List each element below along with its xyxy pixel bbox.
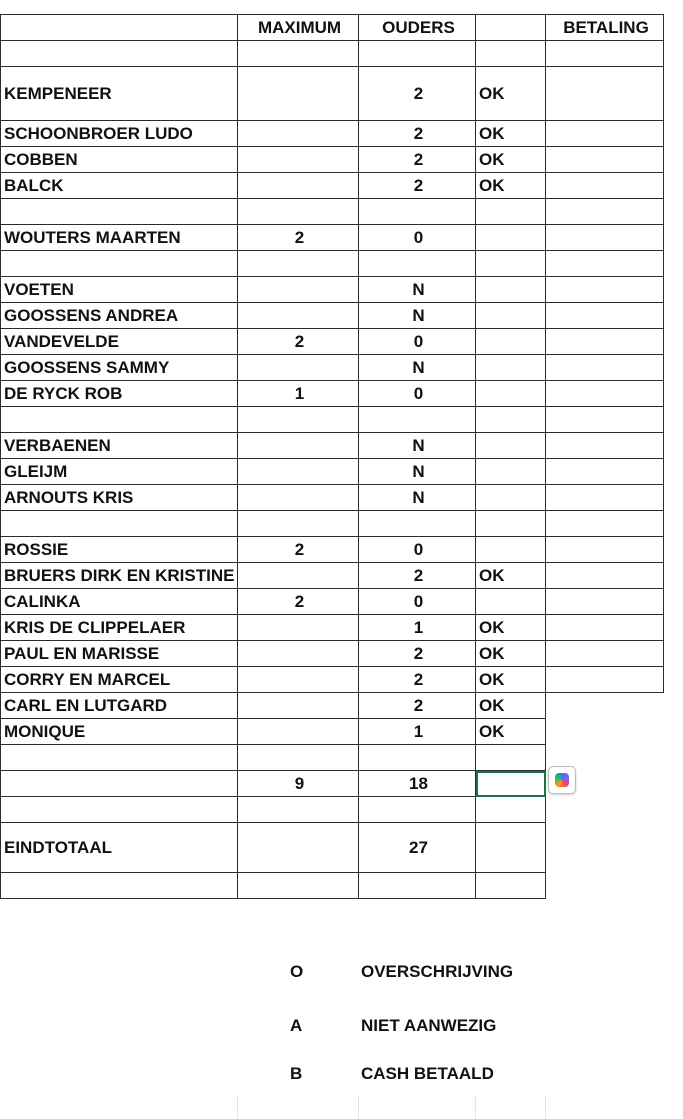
ouders-cell[interactable]: 2: [359, 147, 476, 173]
status-cell[interactable]: OK: [476, 641, 546, 667]
name-cell[interactable]: VOETEN: [1, 277, 238, 303]
status-cell[interactable]: OK: [476, 121, 546, 147]
empty-cell[interactable]: [546, 41, 664, 67]
empty-cell[interactable]: [476, 407, 546, 433]
ouders-cell[interactable]: 0: [359, 537, 476, 563]
name-cell[interactable]: ROSSIE: [1, 537, 238, 563]
status-cell[interactable]: [476, 433, 546, 459]
ouders-cell[interactable]: 2: [359, 641, 476, 667]
table-row: [1, 459, 664, 485]
status-cell[interactable]: [476, 329, 546, 355]
maximum-cell[interactable]: [238, 563, 359, 589]
empty-cell[interactable]: [238, 407, 359, 433]
status-cell[interactable]: OK: [476, 615, 546, 641]
betaling-cell[interactable]: [546, 303, 664, 329]
total-ouders-cell[interactable]: 18: [359, 771, 476, 797]
table-row: [1, 303, 664, 329]
blank-row: [1, 407, 664, 433]
betaling-cell[interactable]: [546, 563, 664, 589]
maximum-cell[interactable]: [238, 667, 359, 693]
status-cell[interactable]: OK: [476, 719, 546, 745]
empty-cell[interactable]: [238, 251, 359, 277]
betaling-cell[interactable]: [546, 173, 664, 199]
empty-cell[interactable]: [1, 199, 238, 225]
blank-row: [1, 873, 664, 899]
header-status[interactable]: [476, 15, 546, 41]
betaling-cell[interactable]: [546, 147, 664, 173]
ouders-cell[interactable]: N: [359, 303, 476, 329]
name-cell[interactable]: SCHOONBROER LUDO: [1, 121, 238, 147]
maximum-cell[interactable]: [238, 173, 359, 199]
empty-cell[interactable]: [1, 873, 238, 899]
table-row: [1, 719, 664, 745]
empty-cell[interactable]: [1, 407, 238, 433]
status-cell[interactable]: OK: [476, 563, 546, 589]
betaling-cell[interactable]: [546, 433, 664, 459]
betaling-cell[interactable]: [546, 277, 664, 303]
ouders-cell[interactable]: 2: [359, 667, 476, 693]
ouders-cell[interactable]: 0: [359, 589, 476, 615]
empty-cell[interactable]: [238, 199, 359, 225]
name-cell[interactable]: DE RYCK ROB: [1, 381, 238, 407]
name-cell[interactable]: CORRY EN MARCEL: [1, 667, 238, 693]
header-name[interactable]: [1, 15, 238, 41]
maximum-cell[interactable]: 2: [238, 329, 359, 355]
empty-cell[interactable]: [238, 41, 359, 67]
legend-text: NIET AANWEZIG: [361, 1016, 497, 1035]
status-cell[interactable]: [476, 277, 546, 303]
table-row: [1, 67, 664, 121]
empty-cell[interactable]: [546, 873, 664, 899]
betaling-cell[interactable]: [546, 719, 664, 745]
ouders-cell[interactable]: 0: [359, 225, 476, 251]
ouders-cell[interactable]: 2: [359, 67, 476, 121]
blank-row: [1, 797, 664, 823]
table-row: [1, 355, 664, 381]
selected-cell[interactable]: [476, 771, 546, 797]
ouders-cell[interactable]: N: [359, 355, 476, 381]
status-cell[interactable]: [476, 589, 546, 615]
status-cell[interactable]: [476, 225, 546, 251]
empty-cell[interactable]: [1, 251, 238, 277]
empty-cell[interactable]: [1, 771, 238, 797]
table-row: [1, 329, 664, 355]
name-cell[interactable]: ARNOUTS KRIS: [1, 485, 238, 511]
maximum-cell[interactable]: [238, 433, 359, 459]
betaling-cell[interactable]: [546, 485, 664, 511]
maximum-cell[interactable]: [238, 485, 359, 511]
maximum-cell[interactable]: 1: [238, 381, 359, 407]
status-cell[interactable]: [476, 355, 546, 381]
empty-cell[interactable]: [476, 873, 546, 899]
status-cell[interactable]: [476, 537, 546, 563]
legend-code: A: [290, 1016, 303, 1035]
grand-total-label[interactable]: EINDTOTAAL: [1, 823, 238, 873]
table-row: [1, 121, 664, 147]
status-cell[interactable]: [476, 381, 546, 407]
empty-cell[interactable]: [359, 511, 476, 537]
betaling-cell[interactable]: [546, 67, 664, 121]
betaling-cell[interactable]: [546, 667, 664, 693]
empty-cell[interactable]: [546, 511, 664, 537]
empty-cell[interactable]: [238, 511, 359, 537]
name-cell[interactable]: VANDEVELDE: [1, 329, 238, 355]
ouders-cell[interactable]: 2: [359, 173, 476, 199]
table-row: [1, 277, 664, 303]
ouders-cell[interactable]: 1: [359, 719, 476, 745]
empty-cell[interactable]: [476, 199, 546, 225]
table-row: [1, 225, 664, 251]
empty-cell[interactable]: [476, 823, 546, 873]
empty-cell[interactable]: [546, 407, 664, 433]
blank-row: [1, 41, 664, 67]
maximum-cell[interactable]: [238, 147, 359, 173]
name-cell[interactable]: BALCK: [1, 173, 238, 199]
name-cell[interactable]: GOOSSENS ANDREA: [1, 303, 238, 329]
table-row: [1, 589, 664, 615]
empty-cell[interactable]: [1, 797, 238, 823]
status-cell[interactable]: OK: [476, 173, 546, 199]
table-row: [1, 563, 664, 589]
empty-cell[interactable]: [359, 797, 476, 823]
status-cell[interactable]: OK: [476, 67, 546, 121]
ouders-cell[interactable]: 2: [359, 563, 476, 589]
name-cell[interactable]: KRIS DE CLIPPELAER: [1, 615, 238, 641]
maximum-cell[interactable]: [238, 719, 359, 745]
name-cell[interactable]: CARL EN LUTGARD: [1, 693, 238, 719]
betaling-cell[interactable]: [546, 589, 664, 615]
status-cell[interactable]: [476, 459, 546, 485]
betaling-cell[interactable]: [546, 381, 664, 407]
total-maximum-cell[interactable]: 9: [238, 771, 359, 797]
name-cell[interactable]: WOUTERS MAARTEN: [1, 225, 238, 251]
empty-cell[interactable]: [359, 41, 476, 67]
name-cell[interactable]: VERBAENEN: [1, 433, 238, 459]
ouders-cell[interactable]: 1: [359, 615, 476, 641]
blank-row: [1, 199, 664, 225]
blank-row: [1, 251, 664, 277]
maximum-cell[interactable]: [238, 615, 359, 641]
table-row: [1, 485, 664, 511]
maximum-cell[interactable]: 2: [238, 589, 359, 615]
betaling-cell[interactable]: [546, 459, 664, 485]
empty-cell[interactable]: [476, 745, 546, 771]
name-cell[interactable]: BRUERS DIRK EN KRISTINE: [1, 563, 238, 589]
empty-cell[interactable]: [1, 745, 238, 771]
ouders-cell[interactable]: N: [359, 433, 476, 459]
empty-cell[interactable]: [476, 251, 546, 277]
betaling-cell[interactable]: [546, 641, 664, 667]
empty-cell[interactable]: [476, 797, 546, 823]
name-cell[interactable]: GLEIJM: [1, 459, 238, 485]
name-cell[interactable]: MONIQUE: [1, 719, 238, 745]
status-cell[interactable]: OK: [476, 147, 546, 173]
empty-cell[interactable]: [1, 511, 238, 537]
betaling-cell[interactable]: [546, 225, 664, 251]
empty-cell[interactable]: [1, 41, 238, 67]
maximum-cell[interactable]: [238, 459, 359, 485]
maximum-cell[interactable]: [238, 121, 359, 147]
table-row: [1, 667, 664, 693]
grand-total-value[interactable]: 27: [359, 823, 476, 873]
legend-code: B: [290, 1064, 303, 1083]
maximum-cell[interactable]: [238, 277, 359, 303]
empty-cell[interactable]: [238, 797, 359, 823]
empty-cell[interactable]: [238, 873, 359, 899]
table-row: [1, 147, 664, 173]
table-row: [1, 693, 664, 719]
name-cell[interactable]: PAUL EN MARISSE: [1, 641, 238, 667]
header-ouders[interactable]: OUDERS: [359, 15, 476, 41]
ouders-cell[interactable]: 0: [359, 381, 476, 407]
empty-cell[interactable]: [238, 745, 359, 771]
table-row: [1, 615, 664, 641]
header-betaling[interactable]: BETALING: [546, 15, 664, 41]
status-cell[interactable]: OK: [476, 667, 546, 693]
betaling-cell[interactable]: [546, 615, 664, 641]
betaling-cell[interactable]: [546, 355, 664, 381]
maximum-cell[interactable]: [238, 641, 359, 667]
empty-cell[interactable]: [238, 823, 359, 873]
maximum-cell[interactable]: [238, 355, 359, 381]
empty-cell[interactable]: [476, 511, 546, 537]
empty-cell[interactable]: [359, 199, 476, 225]
legend-text: CASH BETAALD: [361, 1064, 494, 1083]
name-cell[interactable]: GOOSSENS SAMMY: [1, 355, 238, 381]
maximum-cell[interactable]: [238, 693, 359, 719]
maximum-cell[interactable]: 2: [238, 537, 359, 563]
betaling-cell[interactable]: [546, 121, 664, 147]
table-row: [1, 537, 664, 563]
betaling-cell[interactable]: [546, 693, 664, 719]
betaling-cell[interactable]: [546, 537, 664, 563]
empty-cell[interactable]: [359, 873, 476, 899]
table-row: [1, 173, 664, 199]
table-row: [1, 433, 664, 459]
empty-cell[interactable]: [546, 797, 664, 823]
ouders-cell[interactable]: 0: [359, 329, 476, 355]
empty-cell[interactable]: [359, 745, 476, 771]
name-cell[interactable]: KEMPENEER: [1, 67, 238, 121]
table-row: [1, 641, 664, 667]
grand-row: [1, 823, 664, 873]
status-cell[interactable]: [476, 485, 546, 511]
status-cell[interactable]: [476, 303, 546, 329]
empty-cell[interactable]: [546, 251, 664, 277]
betaling-cell[interactable]: [546, 329, 664, 355]
table-row: [1, 381, 664, 407]
copilot-icon[interactable]: [548, 766, 576, 794]
legend-code: O: [290, 962, 304, 981]
empty-cell[interactable]: [359, 251, 476, 277]
gridline-remnants: [0, 1096, 683, 1119]
ouders-cell[interactable]: N: [359, 485, 476, 511]
name-cell[interactable]: COBBEN: [1, 147, 238, 173]
empty-cell[interactable]: [359, 407, 476, 433]
empty-cell[interactable]: [546, 823, 664, 873]
maximum-cell[interactable]: [238, 67, 359, 121]
name-cell[interactable]: CALINKA: [1, 589, 238, 615]
blank-row: [1, 511, 664, 537]
ouders-cell[interactable]: 2: [359, 693, 476, 719]
ouders-cell[interactable]: N: [359, 459, 476, 485]
legend-text: OVERSCHRIJVING: [361, 962, 514, 981]
header-maximum[interactable]: MAXIMUM: [238, 15, 359, 41]
ouders-cell[interactable]: N: [359, 277, 476, 303]
status-cell[interactable]: OK: [476, 693, 546, 719]
empty-cell[interactable]: [546, 199, 664, 225]
empty-cell[interactable]: [476, 41, 546, 67]
header-row: [1, 15, 664, 41]
maximum-cell[interactable]: [238, 303, 359, 329]
maximum-cell[interactable]: 2: [238, 225, 359, 251]
ouders-cell[interactable]: 2: [359, 121, 476, 147]
